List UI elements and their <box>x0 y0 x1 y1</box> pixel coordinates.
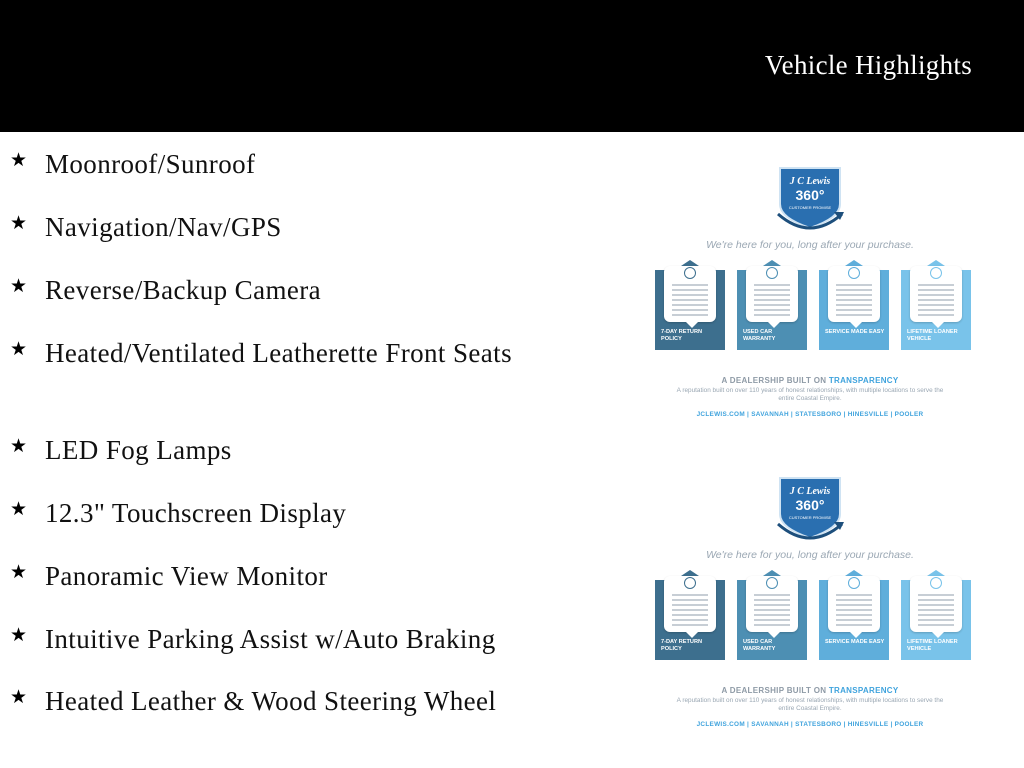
customer-promise-graphic <box>650 472 970 744</box>
feature-text: LED Fog Lamps <box>45 435 232 465</box>
card-title: USED CAR WARRANTY <box>743 639 776 652</box>
shield-logo <box>774 162 838 240</box>
reputation-text: A reputation built on over 110 years of honest relationships, with multiple locations to serve the entire Coastal Empire. <box>676 387 944 402</box>
dealer-prefix: A DEALERSHIP BUILT ON <box>721 686 827 695</box>
feature-text: Heated/Ventilated Leatherette Front Seats <box>45 338 512 368</box>
shield-logo <box>774 472 838 550</box>
card-title: 7-DAY RETURN POLICY <box>661 329 703 342</box>
feature-text: Moonroof/Sunroof <box>45 149 256 179</box>
house-icon <box>848 267 860 279</box>
feature-text: Heated Leather & Wood Steering Wheel <box>45 686 497 716</box>
logo-text: J C Lewis <box>789 486 831 497</box>
logo-number: 360° <box>795 187 825 203</box>
promise-card <box>901 570 971 660</box>
star-icon: ★ <box>10 686 28 708</box>
locations-text: JCLEWIS.COM | SAVANNAH | STATESBORO | HINESVILLE | POOLER <box>696 721 924 728</box>
dealer-highlight: TRANSPARENCY <box>828 686 899 695</box>
logo-sub: CUSTOMER PROMISE <box>788 205 832 210</box>
feature-text: Reverse/Backup Camera <box>45 275 322 305</box>
locations-text: JCLEWIS.COM | SAVANNAH | STATESBORO | HINESVILLE | POOLER <box>696 411 924 418</box>
star-icon: ★ <box>10 435 28 457</box>
star-icon: ★ <box>10 275 28 297</box>
card-title: LIFETIME LOANER VEHICLE <box>907 639 958 652</box>
feature-text: Navigation/Nav/GPS <box>45 212 282 242</box>
dollar-icon <box>684 577 696 589</box>
logo-sub: CUSTOMER PROMISE <box>788 515 832 520</box>
card-title: 7-DAY RETURN POLICY <box>661 639 703 652</box>
logo-text: J C Lewis <box>789 176 831 187</box>
reputation-text: A reputation built on over 110 years of honest relationships, with multiple locations to serve the entire Coastal Empire. <box>676 697 944 712</box>
promise-card <box>655 260 725 350</box>
promise-card <box>737 570 807 660</box>
star-icon: ★ <box>10 561 28 583</box>
promise-card <box>737 260 807 350</box>
tagline: We're here for you, long after your purchase. <box>706 239 914 251</box>
shield-icon <box>774 472 846 552</box>
car-icon <box>930 267 942 279</box>
star-icon: ★ <box>10 149 28 171</box>
feature-text: Intuitive Parking Assist w/Auto Braking <box>45 624 496 654</box>
tagline: We're here for you, long after your purchase. <box>706 549 914 561</box>
dealer-headline <box>650 686 970 695</box>
card-title: SERVICE MADE EASY <box>825 639 885 645</box>
star-icon: ★ <box>10 338 28 360</box>
card-title: USED CAR WARRANTY <box>743 329 776 342</box>
dealer-highlight: TRANSPARENCY <box>828 376 899 385</box>
customer-promise-graphic <box>650 162 970 434</box>
feature-text: 12.3" Touchscreen Display <box>45 498 347 528</box>
badge-icon <box>766 267 778 279</box>
dollar-icon <box>684 267 696 279</box>
star-icon: ★ <box>10 498 28 520</box>
badge-icon <box>766 577 778 589</box>
promise-card <box>655 570 725 660</box>
page-title: Vehicle Highlights <box>764 50 972 80</box>
star-icon: ★ <box>10 212 28 234</box>
car-icon <box>930 577 942 589</box>
card-title: LIFETIME LOANER VEHICLE <box>907 329 958 342</box>
promise-card <box>819 570 889 660</box>
house-icon <box>848 577 860 589</box>
feature-text: Panoramic View Monitor <box>45 561 328 591</box>
promise-card <box>901 260 971 350</box>
promise-card <box>819 260 889 350</box>
dealer-headline <box>650 376 970 385</box>
shield-icon <box>774 162 846 242</box>
star-icon: ★ <box>10 624 28 646</box>
dealer-prefix: A DEALERSHIP BUILT ON <box>721 376 827 385</box>
card-title: SERVICE MADE EASY <box>825 329 885 335</box>
logo-number: 360° <box>795 497 825 513</box>
